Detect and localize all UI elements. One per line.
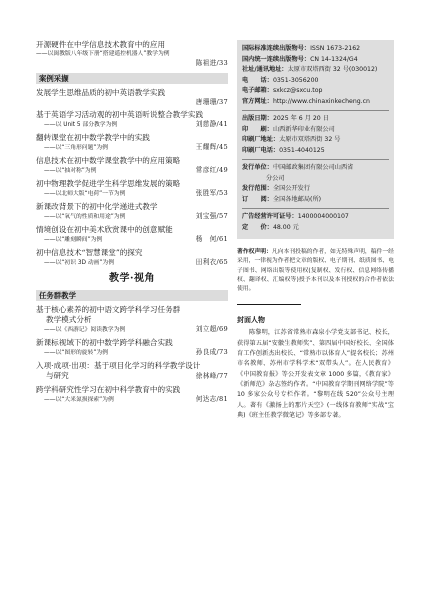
info-label: 国内统一连续出版物号： — [242, 55, 311, 63]
info-value[interactable]: http://www.chinaxinkecheng.cn — [272, 97, 370, 105]
divider — [242, 159, 389, 160]
info-value: 1400004000107 — [297, 213, 349, 220]
entry-title: 新课改背景下的初中化学递进式教学 — [36, 202, 158, 211]
entry-subtitle: ——以“初识 3D 动画”为例 — [44, 260, 115, 266]
info-row — [242, 174, 389, 185]
cover-person-bio: 陈黎明，江苏省常熟市森泉小学党支部书记、校长，获得第五届“安徽生教师奖”、第四届中国好校长、全国体育工作创新杰出校长、“常熟市以体育人”提名校长；苏州市名教师、苏州市学科学术“双带头人”。在人民教育》《中国教育报》等公开发表文章 1000 多篇，《教育家》《新师范》杂志签约作者。“中国教育学期刊网络学院”等 10 多家公众号专栏作者。“黎明在线 520”公众号主理人。著有《激扬上的那片天空》(一线体育教师“实战”宝典)《班主任教学微笔记》等多部专著。 — [237, 329, 394, 419]
entry-author: 刘立超/69 — [195, 325, 228, 333]
entry-title: 跨学科研究性学习在初中科学教育中的实践 — [36, 384, 181, 394]
divider — [242, 208, 389, 209]
entry-author: 刘慈静/41 — [195, 120, 228, 128]
entry-subtitle: ——以闽教版八年级下册“搭建遥控机器人”教学为例 — [36, 51, 170, 57]
info-label: 印 刷： — [242, 125, 273, 133]
info-label: 国际标准连续出版物号： — [242, 45, 311, 52]
info-row — [242, 86, 389, 97]
entry-title-continued: 与研究 — [46, 371, 69, 380]
toc-entry[interactable] — [36, 305, 228, 335]
publication-info-column — [237, 40, 394, 421]
info-value: CN 14-1324/G4 — [310, 55, 358, 63]
copyright-notice-body: 凡向本刊投稿的作者，如无特殊声明，稿件一经采用，一律视为作者把文章的版权、电子期刊、纸质图书、电子图书、网络出版等使用权(复制权、发行权、信息网络传播权、翻译权、汇编权等)授予本刊以及本刊授权的合作者依法使用。 — [237, 249, 394, 293]
toc-entry[interactable] — [36, 88, 228, 108]
toc-entry[interactable] — [36, 40, 228, 69]
entry-author: 何达志/81 — [195, 394, 228, 403]
entry-subtitle: ——以“大米氮损探索”为例 — [44, 396, 114, 403]
copyright-notice-heading: 著作权声明： — [237, 249, 272, 255]
toc-entry[interactable] — [36, 248, 228, 268]
divider — [242, 110, 389, 111]
section-header-teaching-perspective: 教学·视角 — [109, 273, 155, 284]
entry-title: 入项·成项·出项：基于项目化学习的科学教学设计 — [36, 361, 201, 370]
entry-title: 翻转课堂在初中数学教学中的实践 — [36, 133, 150, 142]
info-row — [242, 44, 389, 55]
entry-subtitle: ——以北师大版“电荷”一节为例 — [44, 191, 126, 197]
entry-subtitle: ——以“氧气的性质和用途”为例 — [44, 214, 126, 220]
toc-entry[interactable] — [36, 179, 228, 199]
entry-author: 杨 何/61 — [195, 235, 228, 243]
info-row — [242, 125, 389, 136]
info-row — [242, 212, 389, 223]
info-row — [242, 65, 389, 76]
toc-entry[interactable] — [36, 225, 228, 245]
info-label: 社址/通讯地址： — [242, 66, 288, 73]
info-row — [242, 135, 389, 146]
info-value[interactable]: sxkcz@sxcu.top — [272, 87, 323, 94]
toc-entry[interactable] — [36, 338, 228, 358]
entry-author: 徐林峰/77 — [195, 372, 228, 380]
toc-entry[interactable] — [36, 361, 228, 382]
info-value: 分公司 — [266, 174, 285, 182]
info-label: 电 话： — [242, 76, 273, 84]
entry-author: 常彦红/49 — [195, 166, 228, 174]
info-value: 全国公开发行 — [272, 185, 311, 192]
toc-entry[interactable] — [36, 156, 228, 176]
entry-title: 情境创设在初中美术欣赏课中的创意赋能 — [36, 225, 173, 234]
toc-entry[interactable] — [36, 385, 228, 405]
info-row — [242, 76, 389, 87]
info-row — [242, 223, 389, 234]
section-header-task-group: 任务群教学 — [36, 290, 228, 301]
info-label: 电子邮箱： — [242, 87, 273, 94]
entry-subtitle: ——以“三角形问题”为例 — [44, 145, 108, 151]
info-label: 发行单位： — [242, 164, 273, 171]
entry-subtitle: ——以“图形的旋转”为例 — [44, 350, 108, 356]
info-row — [242, 97, 389, 108]
info-value: 0351-4040125 — [279, 146, 325, 154]
entry-title: 新课标视域下的初中数学跨学科融合实践 — [36, 338, 173, 347]
info-label: 印刷厂电话： — [242, 146, 280, 154]
toc-entry[interactable] — [36, 133, 228, 153]
entry-title: 基于英语学习活动观的初中英语听说整合教学实践 — [36, 110, 204, 119]
info-label: 订 阅： — [242, 195, 273, 203]
info-label: 印刷厂地址： — [242, 136, 280, 143]
info-label: 出版日期： — [242, 115, 273, 122]
entry-author: 刘宝强/57 — [195, 212, 228, 220]
info-row — [242, 184, 389, 195]
entry-subtitle: ——以“抽对称”为例 — [44, 168, 97, 174]
entry-title: 开源硬件在中学信息技术教育中的应用 — [36, 40, 166, 49]
info-row — [242, 55, 389, 66]
info-value: ISSN 1673-2162 — [310, 45, 361, 52]
entry-title: 初中物理教学促进学生科学思维发展的策略 — [36, 179, 181, 188]
entry-author: 田利衣/65 — [195, 258, 228, 266]
toc-section-case-studies — [36, 88, 228, 269]
entry-title-continued: 教学模式分析 — [46, 315, 92, 324]
entry-author: 张胜军/53 — [195, 189, 228, 197]
entry-author: 陈祖进/33 — [195, 59, 228, 67]
info-label: 官方网址： — [242, 97, 273, 105]
info-row — [242, 146, 389, 157]
info-value: 2025 年 6 月 20 日 — [272, 115, 329, 122]
entry-title: 发展学生思维品质的初中英语教学实践 — [36, 87, 166, 97]
info-label: 广告经营许可证号： — [242, 213, 298, 220]
entry-subtitle: ——以“雕刻瞬间”为例 — [44, 237, 103, 243]
info-value: 中国邮政集团有限公司山西省 — [272, 164, 354, 171]
entry-title: 信息技术在初中数学课堂教学中的应用策略 — [36, 156, 181, 165]
entry-subtitle: ——以 Unit 5 部分教学为例 — [44, 122, 118, 128]
info-value: 0351-3056200 — [272, 76, 319, 84]
info-value: 太原市双塔西街 32 号(030012) — [287, 66, 378, 73]
info-row — [242, 195, 389, 206]
entry-title: 初中信息技术“智慧课堂”的探究 — [36, 248, 143, 257]
info-value: 太原市双塔西街 32 号 — [279, 136, 341, 143]
info-row — [242, 114, 389, 125]
copyright-notice — [237, 248, 394, 294]
info-label: 定 价： — [242, 223, 273, 231]
info-value: 全国各地邮局(所) — [272, 195, 322, 203]
entry-subtitle: ——以《西游记》阅读教学为例 — [44, 327, 126, 333]
entry-author: 孙良成/73 — [195, 348, 228, 356]
entry-author: 王耀辉/45 — [195, 143, 228, 151]
section-header-case-studies: 案例采撷 — [36, 73, 228, 84]
info-label: 发行范围： — [242, 185, 273, 192]
info-value: 48.00 元 — [272, 223, 299, 231]
toc-section-task-group — [36, 305, 228, 405]
toc-entry[interactable] — [36, 202, 228, 222]
cover-person-heading: 封面人物 — [237, 316, 265, 325]
divider — [237, 304, 301, 305]
info-value: 山西新华印业有限公司 — [272, 125, 335, 133]
info-row — [242, 163, 389, 174]
entry-title: 基于核心素养的初中语文跨学科学习任务群 — [36, 305, 181, 314]
table-of-contents — [36, 40, 228, 408]
publication-info-box — [237, 40, 394, 239]
toc-entry[interactable] — [36, 110, 228, 130]
entry-author: 唐珊珊/37 — [195, 97, 228, 106]
